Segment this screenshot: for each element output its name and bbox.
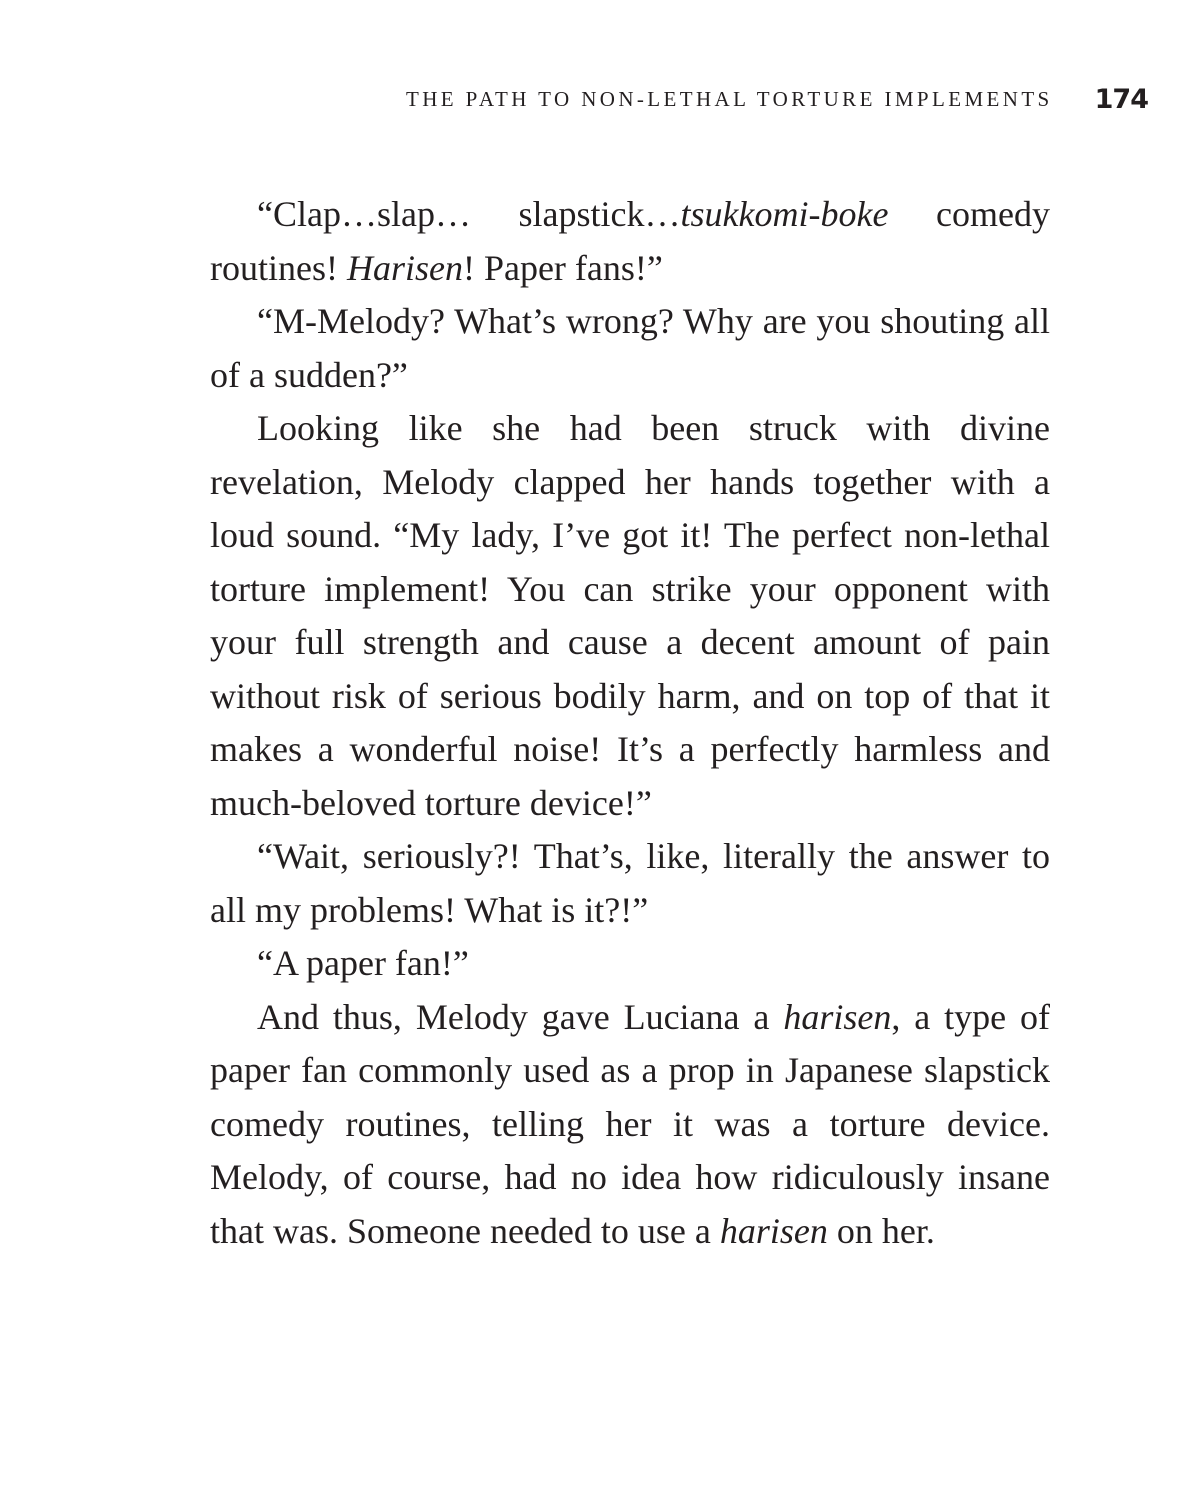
paragraph-text: “Wait, seriously?! That’s, like, literally the answer to all my problems! What is it?!” [210,836,1050,930]
italic-term: tsukkomi-boke [680,194,889,234]
paragraph [210,402,1050,830]
italic-term: harisen [783,996,892,1037]
paragraph-text: “M-Melody? What’s wrong? Why are you shouting all of a sudden?” [210,301,1050,395]
paragraph [210,830,1050,937]
paragraph-text: on her. [827,1210,935,1251]
page-number: 174 [1094,84,1148,115]
paragraph [210,937,1050,991]
italic-term: harisen [719,1210,828,1251]
paragraph [210,188,1050,295]
paragraph [210,295,1050,402]
paragraph-text: “Clap…slap… slapstick… [257,194,681,234]
paragraph-text: Looking like she had been struck with divine revelation, Melody clapped her hands together with a loud sound. “My lady, I’ve got it! The perfect non-lethal torture implement! You can strike your opponent with your full strength and cause a decent amount of pain without risk of serious bodily harm, and on top of that it makes a wonderful noise! It’s a perfectly harmless and much-beloved torture device!” [210,408,1050,823]
paragraph-text: comedy routines! [210,194,1050,288]
running-header [210,84,1148,115]
italic-term: Harisen [346,247,463,288]
body-text [210,188,1050,1258]
paragraph [210,991,1050,1259]
paragraph-text: “A paper fan!” [257,943,469,983]
paragraph-text: , a type of paper fan commonly used as a prop in Japanese slapstick comedy routines, telling her it was a torture device. Melody, of course, had no idea how ridiculously insane that was. Someone needed to use a [210,996,1050,1251]
paragraph-text: And thus, Melody gave Luciana a [257,996,784,1037]
running-title: THE PATH TO NON-LETHAL TORTURE IMPLEMENTS [406,87,1053,111]
paragraph-text: ! Paper fans!” [462,247,663,288]
